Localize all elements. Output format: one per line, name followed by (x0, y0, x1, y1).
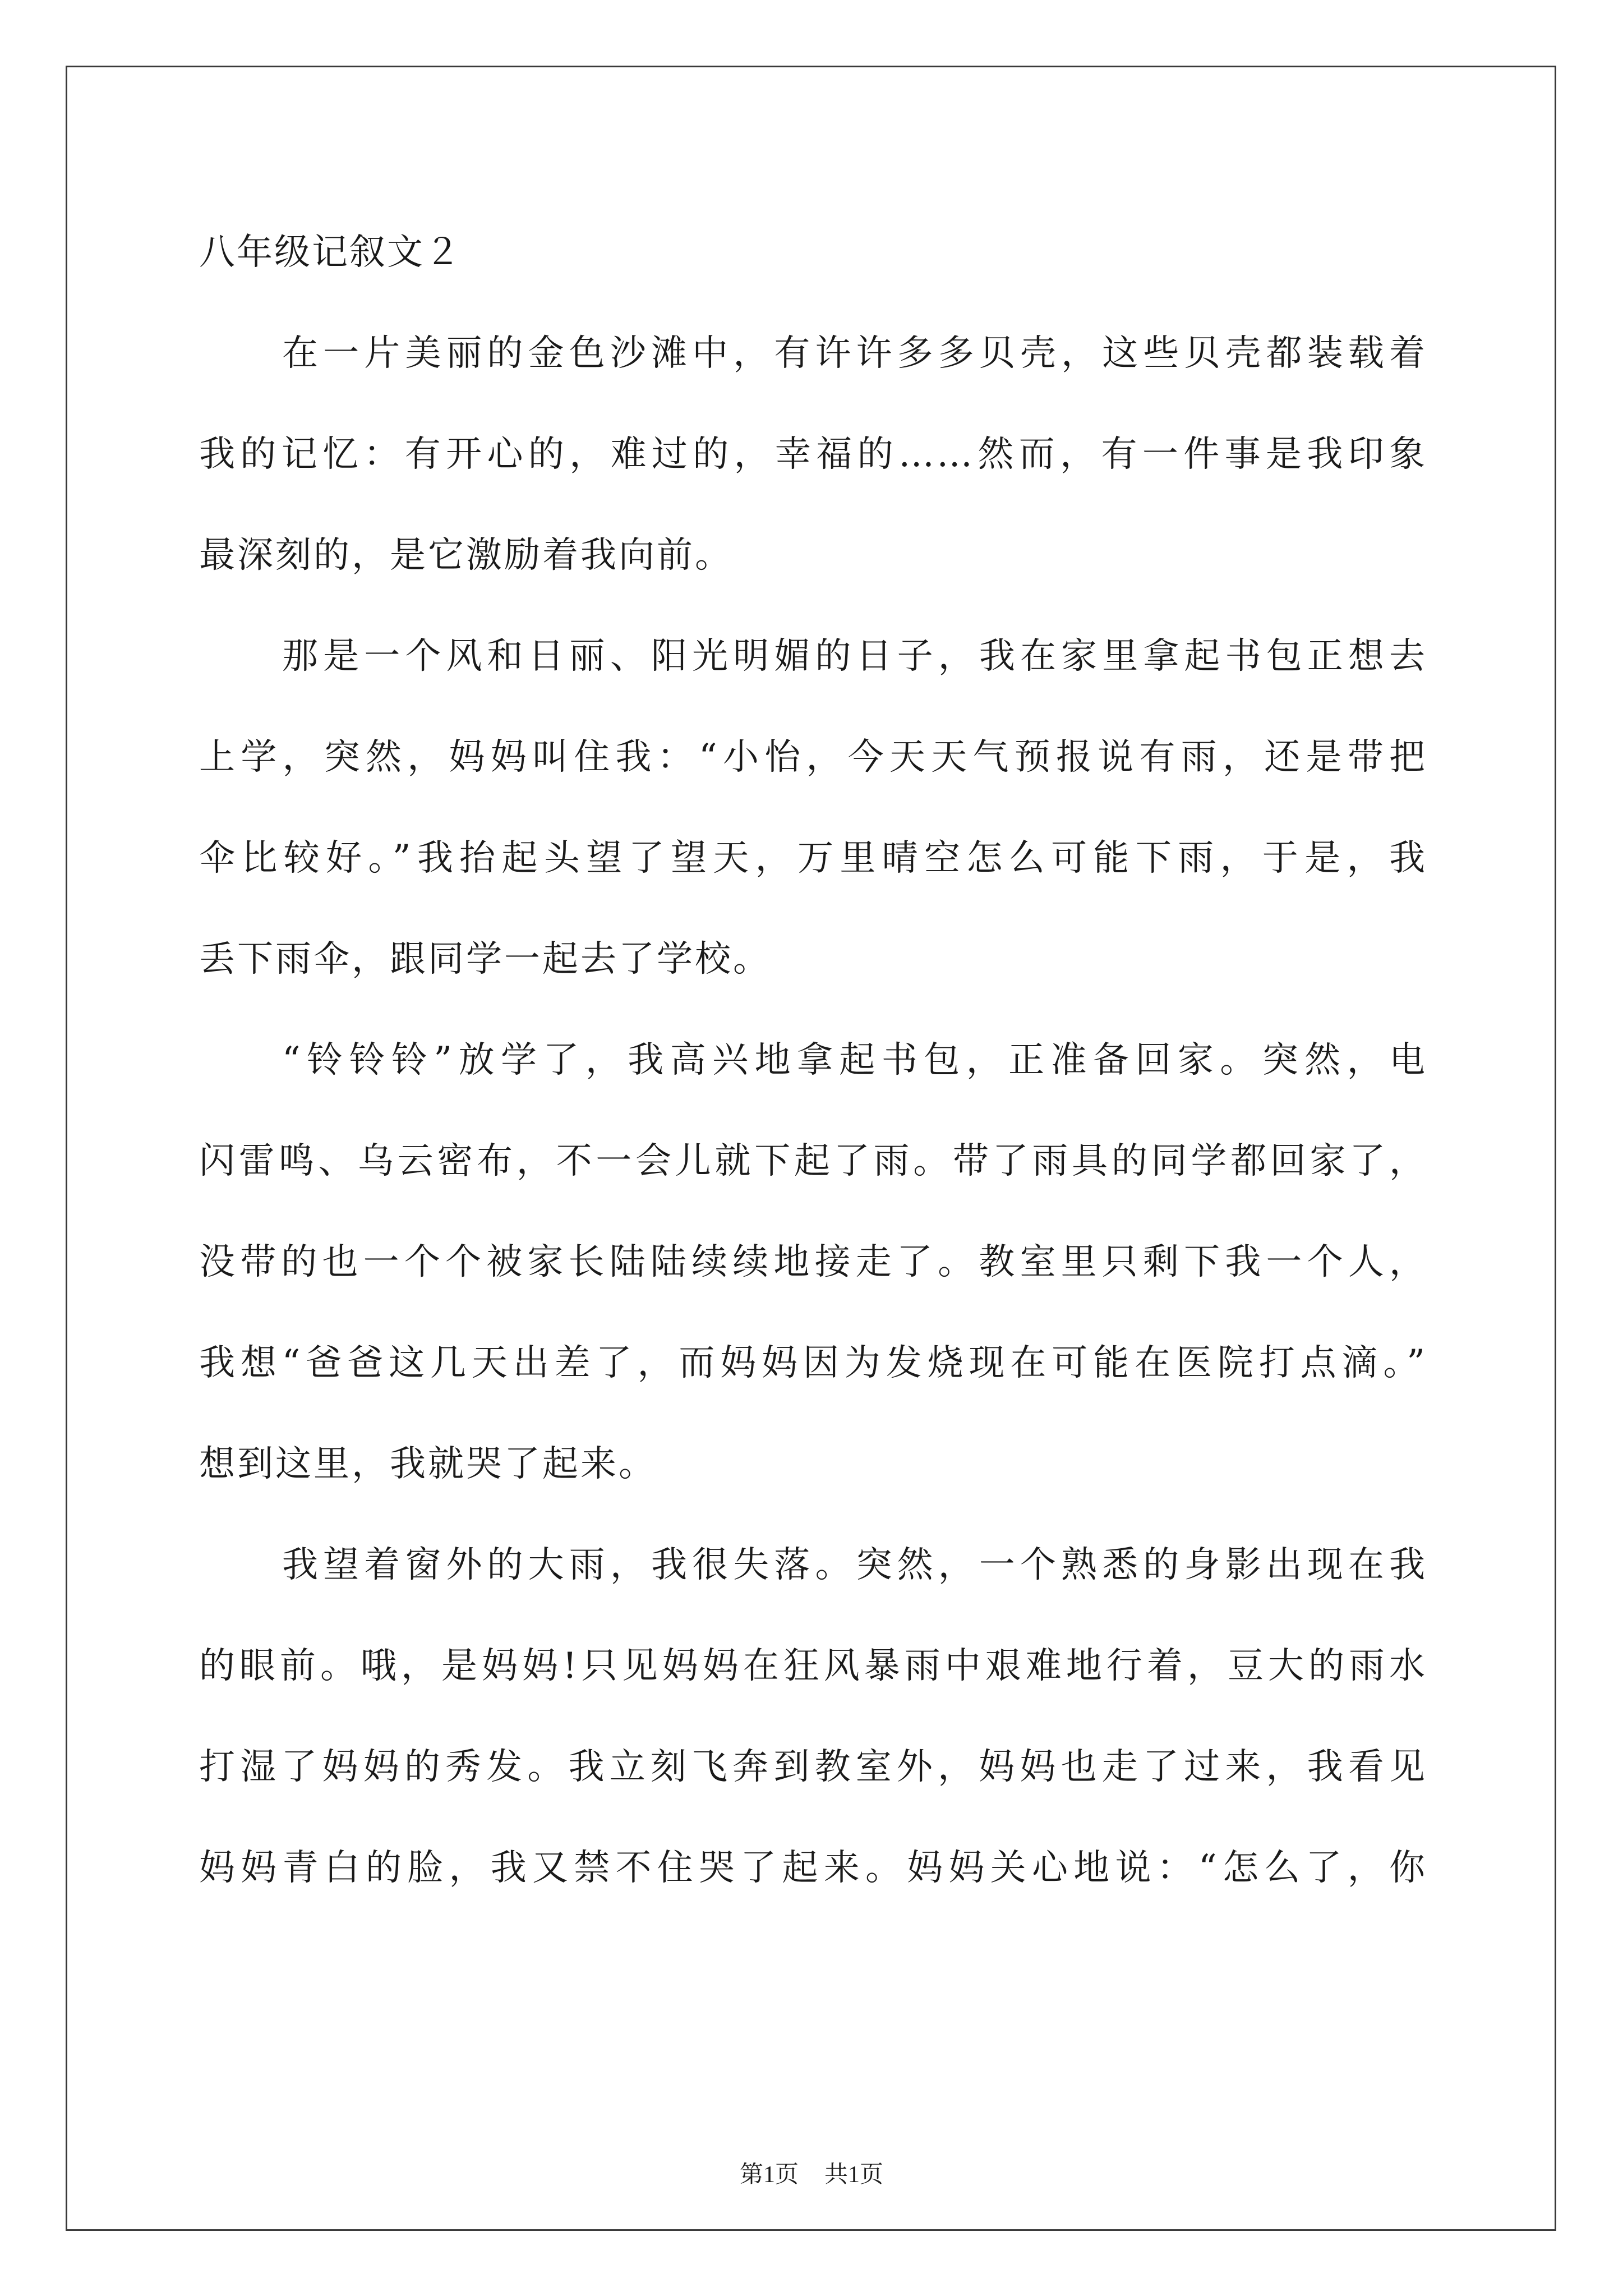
paragraph-line: “铃铃铃”放学了，我高兴地拿起书包，正准备回家。突然，电 (282, 1039, 1427, 1081)
paragraph-line: 那是一个风和日丽、阳光明媚的日子，我在家里拿起书包正想去 (282, 636, 1427, 677)
document-body (199, 202, 1427, 1918)
paragraph-3 (199, 1010, 1427, 1515)
paragraph-line: 上学，突然，妈妈叫住我：“小怡，今天天气预报说有雨，还是带把 (199, 737, 1427, 778)
paragraph-line: 闪雷鸣、乌云密布，不一会儿就下起了雨。带了雨具的同学都回家了， (199, 1140, 1427, 1182)
paragraph-line: 的眼前。哦，是妈妈!只见妈妈在狂风暴雨中艰难地行着，豆大的雨水 (199, 1645, 1427, 1687)
document-title: 八年级记叙文２ (199, 232, 462, 273)
page-number: 第1页 (739, 2162, 799, 2188)
page-footer (0, 2161, 1623, 2189)
paragraph-4 (199, 1515, 1427, 1918)
paragraph-line: 伞比较好。”我抬起头望了望天，万里晴空怎么可能下雨，于是，我 (199, 838, 1427, 879)
paragraph-line: 想到这里，我就哭了起来。 (199, 1443, 657, 1485)
paragraph-line: 在一片美丽的金色沙滩中，有许许多多贝壳，这些贝壳都装载着 (282, 333, 1427, 374)
paragraph-line: 打湿了妈妈的秀发。我立刻飞奔到教室外，妈妈也走了过来，我看见 (199, 1746, 1427, 1788)
paragraph-line: 我望着窗外的大雨，我很失落。突然，一个熟悉的身影出现在我 (282, 1544, 1427, 1586)
paragraph-line: 没带的也一个个被家长陆陆续续地接走了。教室里只剩下我一个人， (199, 1241, 1427, 1283)
paragraph-2 (199, 606, 1427, 1010)
page-total: 共1页 (824, 2162, 884, 2188)
paragraph-line: 我想“爸爸这几天出差了，而妈妈因为发烧现在可能在医院打点滴。” (199, 1342, 1427, 1384)
paragraph-line: 最深刻的，是它激励着我向前。 (199, 535, 733, 576)
paragraph-1 (199, 303, 1427, 606)
paragraph-line: 丢下雨伞，跟同学一起去了学校。 (199, 938, 771, 980)
paragraph-line: 我的记忆：有开心的，难过的，幸福的……然而，有一件事是我印象 (199, 434, 1427, 475)
paragraph-line: 妈妈青白的脸，我又禁不住哭了起来。妈妈关心地说：“怎么了，你 (199, 1847, 1427, 1889)
